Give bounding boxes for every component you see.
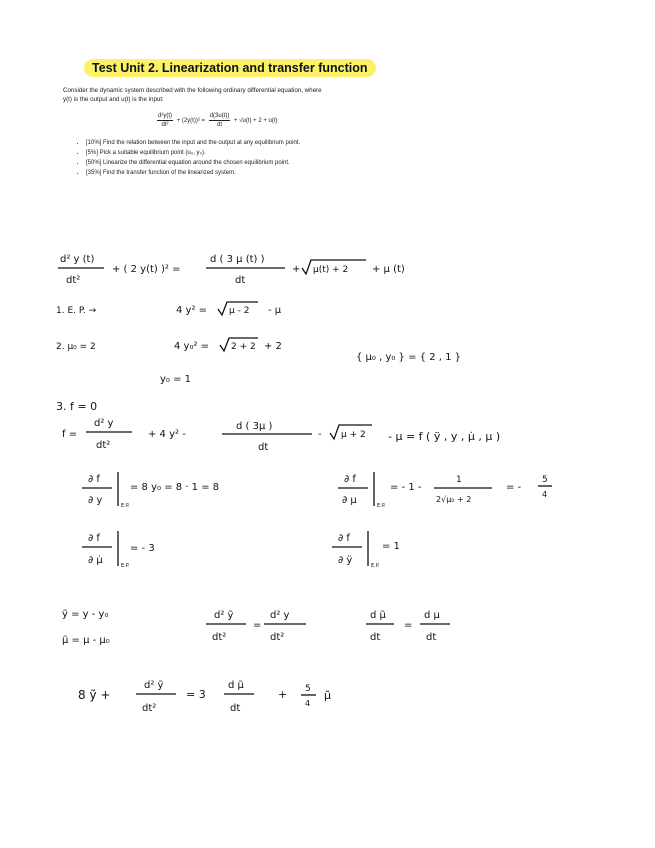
handwritten-text: 2 + 2 [231, 342, 256, 352]
handwritten-text: dt [230, 703, 241, 714]
handwritten-text: = [404, 620, 413, 631]
handwritten-text: = - 1 - [390, 482, 422, 493]
handwritten-text: 2√μ₀ + 2 [436, 495, 472, 504]
handwritten-text: E.P. [121, 503, 130, 509]
partial-df-dy [82, 472, 219, 509]
handwritten-text: d² y [94, 418, 114, 429]
step-2 [56, 338, 461, 385]
handwritten-text: ỹ = y - y₀ [62, 609, 109, 620]
handwritten-text: ∂ μ [342, 495, 357, 506]
handwritten-text: dt² [212, 632, 227, 643]
handwritten-text: E.P. [121, 563, 130, 569]
handwritten-text: f = [62, 429, 78, 440]
handwritten-text: dt [370, 632, 381, 643]
handwritten-text: μ(t) + 2 [313, 265, 349, 275]
handwritten-text: d ( 3 μ (t) ) [210, 254, 265, 265]
handwritten-text: + 4 y² - [148, 429, 186, 440]
eq-term-2: $\frac{d(3u(t))}{dt}$ [209, 113, 230, 128]
handwritten-text: y₀ = 1 [160, 374, 192, 385]
handwritten-text: + ( 2 y(t) )² = [112, 264, 181, 275]
handwritten-text: ∂ μ̇ [88, 555, 103, 566]
handwritten-text: ∂ f [88, 474, 100, 485]
handwritten-text: μ + 2 [341, 430, 366, 440]
handwritten-text: = 3 [186, 688, 206, 701]
handwritten-text: - μ = f ( ÿ , y , μ̇ , μ ) [388, 430, 501, 443]
handwritten-text: μ̃ = μ - μ₀ [62, 635, 110, 646]
linearized-equation [78, 679, 331, 714]
handwritten-text: d μ̃ [370, 610, 386, 621]
handwritten-text: ∂ f [88, 533, 100, 544]
printed-equation: $\frac{\text{d²y(t)}}{\text{dt²}}$ + (2y(t))² = $\frac{d(3u(t))}{dt}$ + √u(t) + 2 + u(t) [158, 113, 278, 128]
handwritten-text: dt [235, 275, 246, 286]
handwritten-text: μ - 2 [229, 306, 250, 316]
handwritten-text: + [292, 264, 301, 275]
handwritten-text: dt² [96, 440, 111, 451]
handwritten-text: d μ̃ [228, 680, 244, 691]
handwritten-text: dt [426, 632, 437, 643]
handwritten-text: dt² [270, 632, 285, 643]
handwritten-text: = [253, 620, 262, 631]
step-1 [56, 302, 282, 316]
handwritten-text: 4 y² = [176, 305, 208, 316]
handwritten-ode [58, 254, 405, 286]
handwritten-text: μ̃ [324, 689, 331, 702]
task-item: • [5%] Pick a suitable equilibrium point (u₀, y₀). [86, 148, 300, 158]
partial-df-du [338, 472, 552, 509]
handwritten-text: E.P. [377, 503, 386, 509]
handwritten-text: d² y [270, 610, 290, 621]
handwritten-text: 2. μ₀ = 2 [56, 342, 96, 352]
page-title: Test Unit 2. Linearization and transfer function [84, 59, 376, 77]
handwritten-text: d² ỹ [214, 610, 234, 621]
handwritten-text: = 8 y₀ = 8 · 1 = 8 [130, 482, 220, 493]
task-item: • [50%] Linearize the differential equation around the chosen equilibrium point. [86, 158, 300, 168]
handwritten-text: dt [258, 442, 269, 453]
intro-line-2: y(t) is the output and u(t) is the input: [63, 96, 164, 103]
handwritten-text: - μ [268, 305, 282, 316]
handwritten-text: ∂ f [344, 474, 356, 485]
step-3 [56, 400, 500, 453]
partial-df-dyddot [332, 531, 400, 569]
handwritten-text: d ( 3μ ) [236, 421, 273, 432]
handwritten-text: 4 y₀² = [174, 341, 210, 352]
task-item: • [10%] Find the relation between the input and the output at any equilibrium point. [86, 138, 300, 148]
handwritten-text: 1 [456, 475, 462, 485]
partial-df-dudot [82, 531, 155, 569]
handwritten-text: = - [506, 482, 522, 493]
handwritten-text: 3. f = 0 [56, 400, 98, 413]
handwritten-text: - [318, 429, 322, 440]
handwritten-text: { μ₀ , y₀ } = { 2 , 1 } [356, 352, 461, 363]
handwritten-text: + [278, 688, 288, 701]
handwritten-text: d² y (t) [60, 254, 95, 265]
handwritten-text: E.P. [371, 563, 380, 569]
handwritten-text: dt² [142, 703, 157, 714]
handwritten-text: ∂ f [338, 533, 350, 544]
handwritten-text: + 2 [264, 341, 282, 352]
handwritten-text: ∂ y [88, 495, 103, 506]
handwritten-text: + μ (t) [372, 264, 405, 275]
handwritten-text: dt² [66, 275, 81, 286]
intro-line-1: Consider the dynamic system described with the following ordinary differential equation, where [63, 87, 322, 94]
handwritten-text: 4 [305, 699, 311, 708]
substitutions [62, 609, 450, 646]
handwritten-text: 1. E. P. → [56, 306, 97, 316]
handwritten-text: 8 ỹ + [78, 688, 111, 702]
handwritten-text: = 1 [382, 541, 400, 552]
handwritten-text: ∂ ÿ [338, 555, 353, 566]
handwritten-text: d μ [424, 610, 440, 621]
handwritten-text: = - 3 [130, 543, 155, 554]
handwritten-text: 5 [305, 684, 311, 694]
eq-term-1: $\frac{\text{d²y(t)}}{\text{dt²}}$ [158, 113, 172, 128]
handwritten-text: 4 [542, 490, 548, 499]
handwritten-text: d² ỹ [144, 680, 164, 691]
handwritten-text: 5 [542, 475, 548, 485]
task-item: • [35%] Find the transfer function of the linearized system. [86, 168, 300, 178]
